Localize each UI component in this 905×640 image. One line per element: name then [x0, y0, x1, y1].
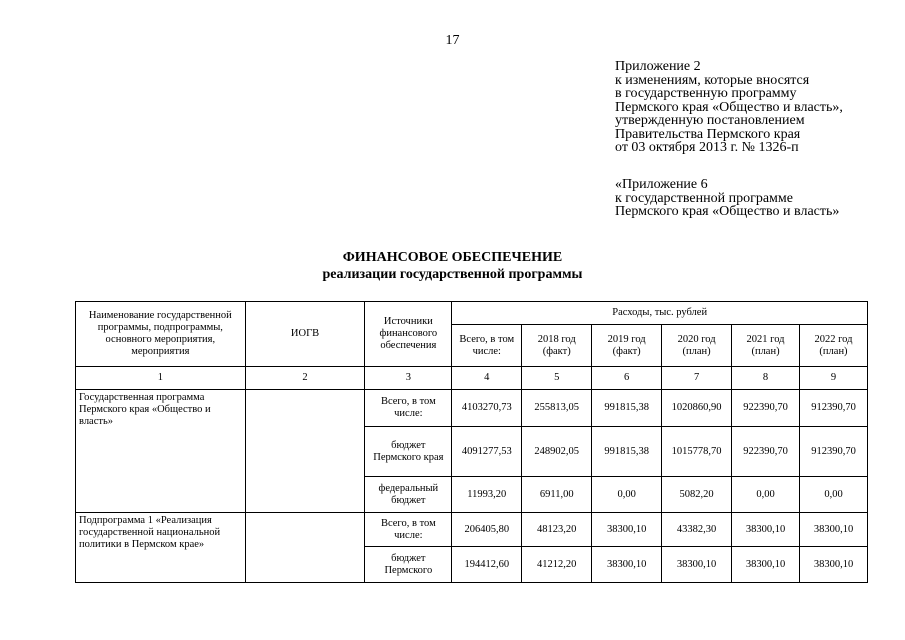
value-cell: 38300,10: [800, 513, 868, 547]
value-cell: 255813,05: [522, 390, 592, 427]
appendix-2-line: Приложение 2: [615, 59, 701, 74]
document-title: [0, 249, 905, 283]
value-cell: 912390,70: [800, 427, 868, 477]
value-cell: 0,00: [732, 477, 800, 513]
header-2018: 2018 год (факт): [522, 325, 592, 367]
column-number: 1: [76, 367, 246, 390]
value-cell: 38300,10: [800, 547, 868, 583]
value-cell: 0,00: [592, 477, 662, 513]
value-cell: 38300,10: [592, 547, 662, 583]
value-cell: 0,00: [800, 477, 868, 513]
column-number: 6: [592, 367, 662, 390]
value-cell: 922390,70: [732, 427, 800, 477]
appendix-6-line: к государственной программе: [615, 190, 793, 206]
appendix-6-line: «Приложение 6: [615, 177, 708, 192]
appendix-2-line: Правительства Пермского края: [615, 126, 801, 142]
header-sources: Источники финансового обеспечения: [365, 302, 452, 367]
header-name: Наименование государственной программы, подпрограммы, основного мероприятия, мероприятия: [76, 302, 246, 367]
value-cell: 48123,20: [522, 513, 592, 547]
column-number: 5: [522, 367, 592, 390]
appendix-6-line: Пермского края «Общество и власть»: [615, 204, 840, 219]
value-cell: 922390,70: [732, 390, 800, 427]
appendix-2-line: от 03 октября 2013 г. № 1326-п: [615, 140, 799, 155]
header-2022: 2022 год (план): [800, 325, 868, 367]
source-cell: бюджет Пермского края: [365, 427, 452, 477]
value-cell: 38300,10: [732, 547, 800, 583]
column-number: 8: [732, 367, 800, 390]
column-number: 9: [800, 367, 868, 390]
value-cell: 991815,38: [592, 427, 662, 477]
source-cell: Всего, в том числе:: [365, 513, 452, 547]
iogv-cell: [245, 513, 365, 583]
appendix-2-line: к изменениям, которые вносятся: [615, 72, 810, 88]
column-number: 4: [452, 367, 522, 390]
program-name-cell: Государственная программа Пермского края «Общество и власть»: [76, 390, 246, 513]
appendix-2-line: в государственную программу: [615, 86, 797, 101]
iogv-cell: [245, 390, 365, 513]
column-number: 7: [662, 367, 732, 390]
table-row: [76, 513, 868, 547]
page-number: 17: [445, 33, 460, 48]
value-cell: 4091277,53: [452, 427, 522, 477]
title-line-2: реализации государственной программы: [322, 267, 583, 282]
subprogram-name-cell: Подпрограмма 1 «Реализация государственной национальной политики в Пермском крае»: [76, 513, 246, 583]
value-cell: 41212,20: [522, 547, 592, 583]
appendix-2-line: утвержденную постановлением: [615, 113, 805, 128]
value-cell: 6911,00: [522, 477, 592, 513]
value-cell: 38300,10: [732, 513, 800, 547]
value-cell: 5082,20: [662, 477, 732, 513]
value-cell: 194412,60: [452, 547, 522, 583]
header-2019: 2019 год (факт): [592, 325, 662, 367]
header-2020: 2020 год (план): [662, 325, 732, 367]
column-number: 2: [245, 367, 365, 390]
source-cell: бюджет Пермского: [365, 547, 452, 583]
value-cell: 43382,30: [662, 513, 732, 547]
value-cell: 38300,10: [662, 547, 732, 583]
appendix-6-block: [615, 178, 839, 219]
value-cell: 991815,38: [592, 390, 662, 427]
value-cell: 38300,10: [592, 513, 662, 547]
value-cell: 4103270,73: [452, 390, 522, 427]
value-cell: 912390,70: [800, 390, 868, 427]
source-cell: Всего, в том числе:: [365, 390, 452, 427]
value-cell: 206405,80: [452, 513, 522, 547]
title-line-1: ФИНАНСОВОЕ ОБЕСПЕЧЕНИЕ: [342, 250, 563, 265]
appendix-2-line: Пермского края «Общество и власть»,: [615, 99, 843, 115]
appendix-2-block: [615, 60, 843, 155]
value-cell: 1015778,70: [662, 427, 732, 477]
header-expenses: Расходы, тыс. рублей: [452, 302, 868, 325]
column-number: 3: [365, 367, 452, 390]
header-total: Всего, в том числе:: [452, 325, 522, 367]
value-cell: 1020860,90: [662, 390, 732, 427]
value-cell: 11993,20: [452, 477, 522, 513]
financial-table: [75, 301, 868, 583]
header-iogv: ИОГВ: [245, 302, 365, 367]
header-2021: 2021 год (план): [732, 325, 800, 367]
value-cell: 248902,05: [522, 427, 592, 477]
table-row: [76, 390, 868, 427]
source-cell: федеральный бюджет: [365, 477, 452, 513]
numbering-row: [76, 367, 868, 390]
